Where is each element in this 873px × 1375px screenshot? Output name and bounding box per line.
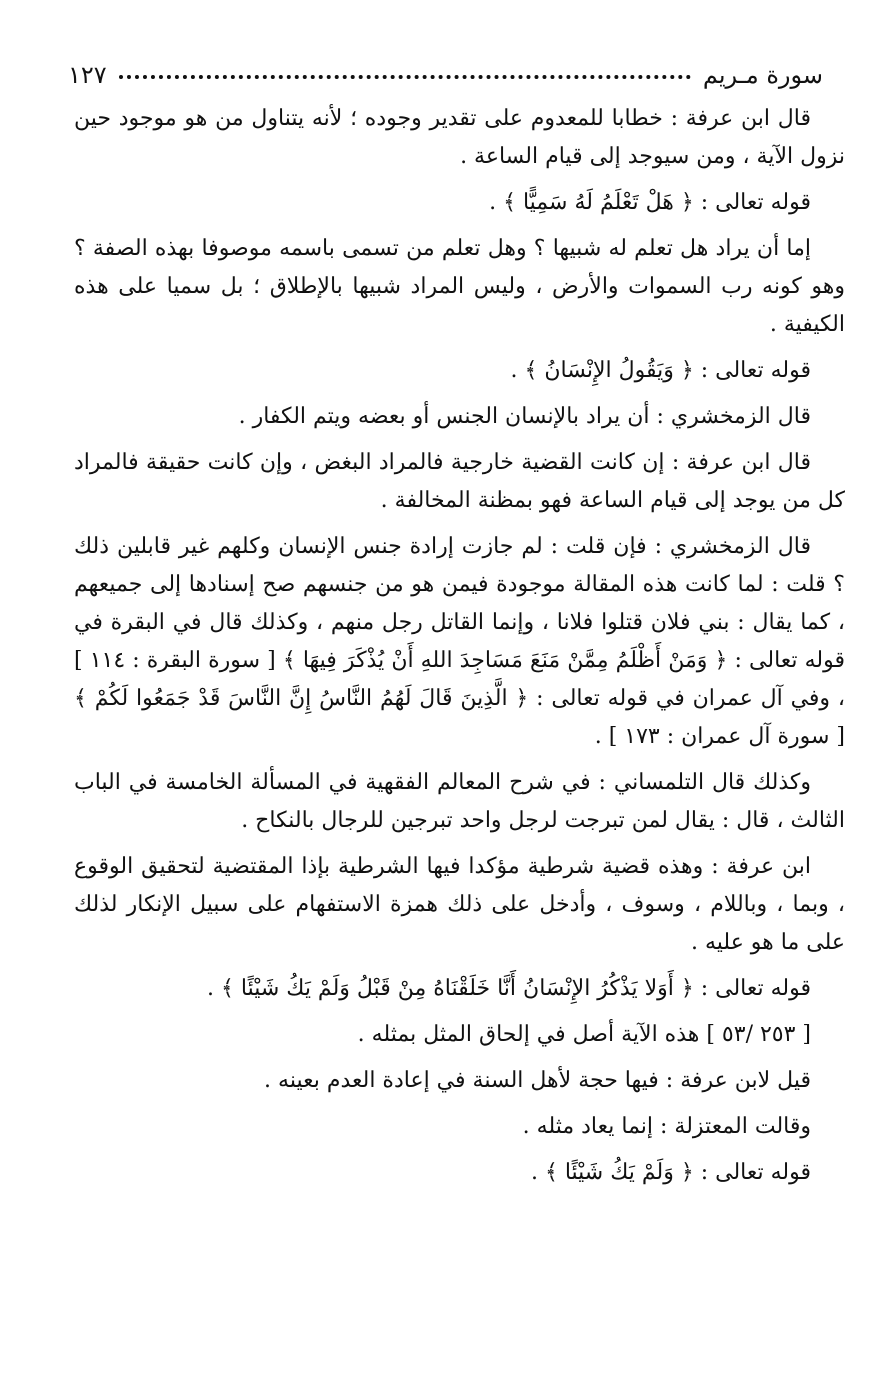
paragraph-tilimsani: وكذلك قال التلمساني : في شرح المعالم الفقهية في المسألة الخامسة في الباب الثالث ، قال : يقال لمن تبرجت لرجل واحد تبرجين للرجال بالنكاح .: [74, 770, 845, 833]
page-number: ١٢٧: [68, 61, 107, 89]
paragraph-tafsir-samiyya: إما أن يراد هل تعلم له شبيها ؟ وهل تعلم من تسمى باسمه موصوفا بهذه الصفة ؟ وهو كونه رب السموات والأرض ، وليس المراد شبيها بالإطلاق ؛ بل سميا على هذه الكيفية .: [74, 236, 845, 337]
paragraph-ibn-arafa-4: قيل لابن عرفة : فيها حجة لأهل السنة في إعادة العدم بعينه .: [264, 1068, 811, 1093]
paragraph-zamakhshari-2: قال الزمخشري : فإن قلت : لم جازت إرادة جنس الإنسان وكلهم غير قابلين ذلك ؟ قلت : لما كانت هذه المقالة موجودة فيمن هو من جنسهم صح إسنادها إلى جميعهم ، كما يقال : بني فلان قتلوا فلانا ، وإنما القاتل رجل منهم ، وكذلك قال في البقرة في قوله تعالى : ﴿ وَمَنْ أَظْلَمُ مِمَّنْ مَنَعَ مَسَاجِدَ اللهِ أَنْ يُذْكَرَ فِيهَا ﴾ [ سورة البقرة : ١١٤ ] ، وفي آل عمران في قوله تعالى : ﴿ الَّذِينَ قَالَ لَهُمُ النَّاسُ إِنَّ النَّاسَ قَدْ جَمَعُوا لَكُمْ ﴾ [ سورة آل عمران : ١٧٣ ] .: [74, 534, 845, 749]
verse-wa-yaqulu-al-insan: قوله تعالى : ﴿ وَيَقُولُ الإِنْسَانُ ﴾ .: [510, 358, 811, 383]
paragraph-ibn-arafa-1: قال ابن عرفة : خطابا للمعدوم على تقدير وجوده ؛ لأنه يتناول من هو موجود حين نزول الآية ، ومن سيوجد إلى قيام الساعة .: [74, 106, 845, 169]
paragraph-zamakhshari-1: قال الزمخشري : أن يراد بالإنسان الجنس أو بعضه ويتم الكفار .: [238, 404, 811, 429]
page-header: [68, 58, 823, 92]
paragraph-ibn-arafa-2: قال ابن عرفة : إن كانت القضية خارجية فالمراد البغض ، وإن كانت حقيقة فالمراد كل من يوجد إلى قيام الساعة فهو بمظنة المخالفة .: [74, 450, 845, 513]
header-dotted-leader: [119, 75, 691, 79]
paragraph-mutazila: وقالت المعتزلة : إنما يعاد مثله .: [522, 1114, 811, 1139]
surah-title: سورة مـريم: [702, 61, 823, 89]
verse-wa-lam-yaku: قوله تعالى : ﴿ وَلَمْ يَكُ شَيْئًا ﴾ .: [530, 1160, 811, 1185]
verse-hal-taalamu: قوله تعالى : ﴿ هَلْ تَعْلَمُ لَهُ سَمِيًّا ﴾ .: [489, 190, 811, 215]
body-text: [74, 100, 845, 1200]
verse-awala-yadhkuru: قوله تعالى : ﴿ أَوَلا يَذْكُرُ الإِنْسَانُ أَنَّا خَلَقْنَاهُ مِنْ قَبْلُ وَلَمْ يَكُ شَيْئًا ﴾ .: [207, 976, 811, 1001]
paragraph-ibn-arafa-3: ابن عرفة : وهذه قضية شرطية مؤكدا فيها الشرطية بإذا المقتضية لتحقيق الوقوع ، وبما ، وباللام ، وسوف ، وأدخل على ذلك همزة الاستفهام على سبيل الإنكار لذلك على ما هو عليه .: [74, 854, 845, 955]
paragraph-reference-note: [ ٢٥٣ /٥٣ ] هذه الآية أصل في إلحاق المثل بمثله .: [357, 1022, 811, 1047]
